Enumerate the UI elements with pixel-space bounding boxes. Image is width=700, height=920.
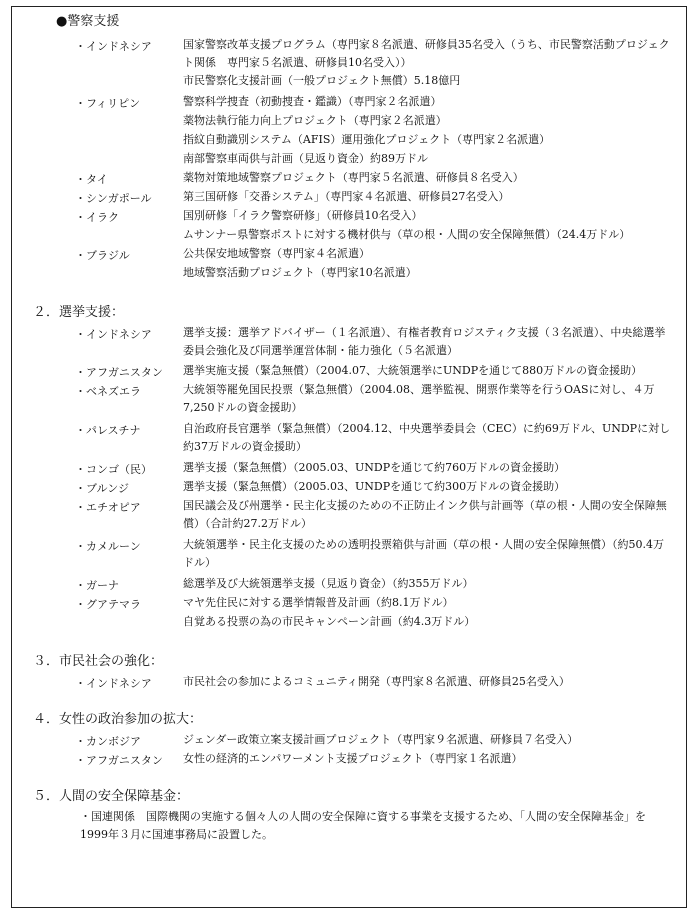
section-title-human-security-fund: ５．人間の安全保障基金： — [33, 789, 190, 804]
project-text: 薬物対策地域警察プロジェクト（専門家５名派遣、研修員８名受入） — [183, 171, 524, 184]
project-text: 選挙支援（緊急無償）（2005.03、UNDPを通じて約300万ドルの資金援助） — [183, 480, 566, 493]
country-indonesia: ・インドネシア — [75, 328, 152, 341]
country-congo-dr: ・コンゴ（民） — [75, 463, 152, 476]
project-text: マヤ先住民に対する選挙情報普及計画（約8.1万ドル） — [183, 596, 454, 609]
project-text: ジェンダー政策立案支援計画プロジェクト（専門家９名派遣、研修員７名受入） — [183, 733, 579, 746]
country-indonesia: ・インドネシア — [75, 677, 152, 690]
project-text: 選挙実施支援（緊急無償）（2004.07、大統領選挙にUNDPを通じて880万ドルの資金援助） — [183, 364, 643, 377]
country-thailand: ・タイ — [75, 173, 108, 186]
project-text: 女性の経済的エンパワーメント支援プロジェクト（専門家１名派遣） — [183, 752, 523, 765]
country-iraq: ・イラク — [75, 211, 119, 224]
project-text: 指紋自動識別システム（AFIS）運用強化プロジェクト（専門家２名派遣） — [183, 133, 551, 146]
country-burundi: ・ブルンジ — [75, 482, 130, 495]
project-text: 大統領選挙・民主化支援のための透明投票箱供与計画（草の根・人間の安全保障無償）（約50.4万ドル） — [183, 538, 664, 569]
project-text: 市民社会の参加によるコミュニティ開発（専門家８名派遣、研修員25名受入） — [183, 675, 570, 688]
project-text: 第三国研修「交番システム」（専門家４名派遣、研修員27名受入） — [183, 190, 510, 203]
project-text: 国民議会及び州選挙・民主化支援のための不正防止インク供与計画等（草の根・人間の安全保障無償）（合計約27.2万ドル） — [183, 499, 667, 530]
project-text: 警察科学捜査（初動捜査・鑑識）（専門家２名派遣） — [183, 95, 442, 108]
project-text: 自治政府長官選挙（緊急無償）（2004.12、中央選挙委員会（CEC）に約69万ドル、UNDPに対し約37万ドルの資金援助） — [183, 422, 671, 453]
country-afghanistan: ・アフガニスタン — [75, 754, 163, 767]
project-text: 市民警察化支援計画（一般プロジェクト無償）5.18億円 — [183, 74, 461, 87]
country-singapore: ・シンガポール — [75, 192, 152, 205]
project-text: ムサンナー県警察ポストに対する機材供与（草の根・人間の安全保障無償）（24.4万ドル） — [183, 228, 631, 241]
project-text: 南部警察車両供与計画（見返り資金）約89万ドル — [183, 152, 428, 165]
project-text: 国家警察改革支援プログラム（専門家８名派遣、研修員35名受入（うち、市民警察活動プロジェクト関係 専門家５名派遣、研修員10名受入）） — [183, 38, 670, 69]
country-ethiopia: ・エチオピア — [75, 501, 141, 514]
project-text: 薬物法執行能力向上プロジェクト（専門家２名派遣） — [183, 114, 447, 127]
country-brazil: ・ブラジル — [75, 249, 130, 262]
country-afghanistan: ・アフガニスタン — [75, 366, 163, 379]
project-text: 自覚ある投票の為の市民キャンペーン計画（約4.3万ドル） — [183, 615, 476, 628]
country-cambodia: ・カンボジア — [75, 735, 141, 748]
country-indonesia: ・インドネシア — [75, 40, 152, 53]
project-text: 公共保安地域警察（専門家４名派遣） — [183, 247, 370, 260]
project-text: 大統領等罷免国民投票（緊急無償）（2004.08、選挙監視、開票作業等を行うOASに対し、４万7,250ドルの資金援助） — [183, 383, 655, 414]
section-title-women-participation: ４．女性の政治参加の拡大： — [33, 712, 203, 727]
project-text: 選挙支援：選挙アドバイザー（１名派遣）、有権者教育ロジスティク支援（３名派遣）、中央総選挙委員会強化及び同選挙運営体制・能力強化（５名派遣） — [183, 326, 666, 357]
country-philippines: ・フィリピン — [75, 97, 141, 110]
country-venezuela: ・ベネズエラ — [75, 385, 141, 398]
section-title-election: ２．選挙支援： — [33, 305, 125, 320]
section-title-civil-society: ３．市民社会の強化： — [33, 654, 164, 669]
project-text: 地域警察活動プロジェクト（専門家10名派遣） — [183, 266, 417, 279]
project-text: 選挙支援（緊急無償）（2005.03、UNDPを通じて約760万ドルの資金援助） — [183, 461, 566, 474]
country-ghana: ・ガーナ — [75, 579, 119, 592]
project-text: 国別研修「イラク警察研修」（研修員10名受入） — [183, 209, 423, 222]
country-guatemala: ・グアテマラ — [75, 598, 141, 611]
country-palestine: ・パレスチナ — [75, 424, 141, 437]
project-text: 総選挙及び大統領選挙支援（見返り資金）（約355万ドル） — [183, 577, 474, 590]
section-title-police: ●警察支援 — [56, 14, 120, 29]
human-security-fund-text: ・国連関係 国際機関の実施する個々人の人間の安全保障に資する事業を支援するため、「人間の安全保障基金」を1999年３月に国連事務局に設置した。 — [80, 810, 647, 841]
country-cameroon: ・カメルーン — [75, 540, 141, 553]
